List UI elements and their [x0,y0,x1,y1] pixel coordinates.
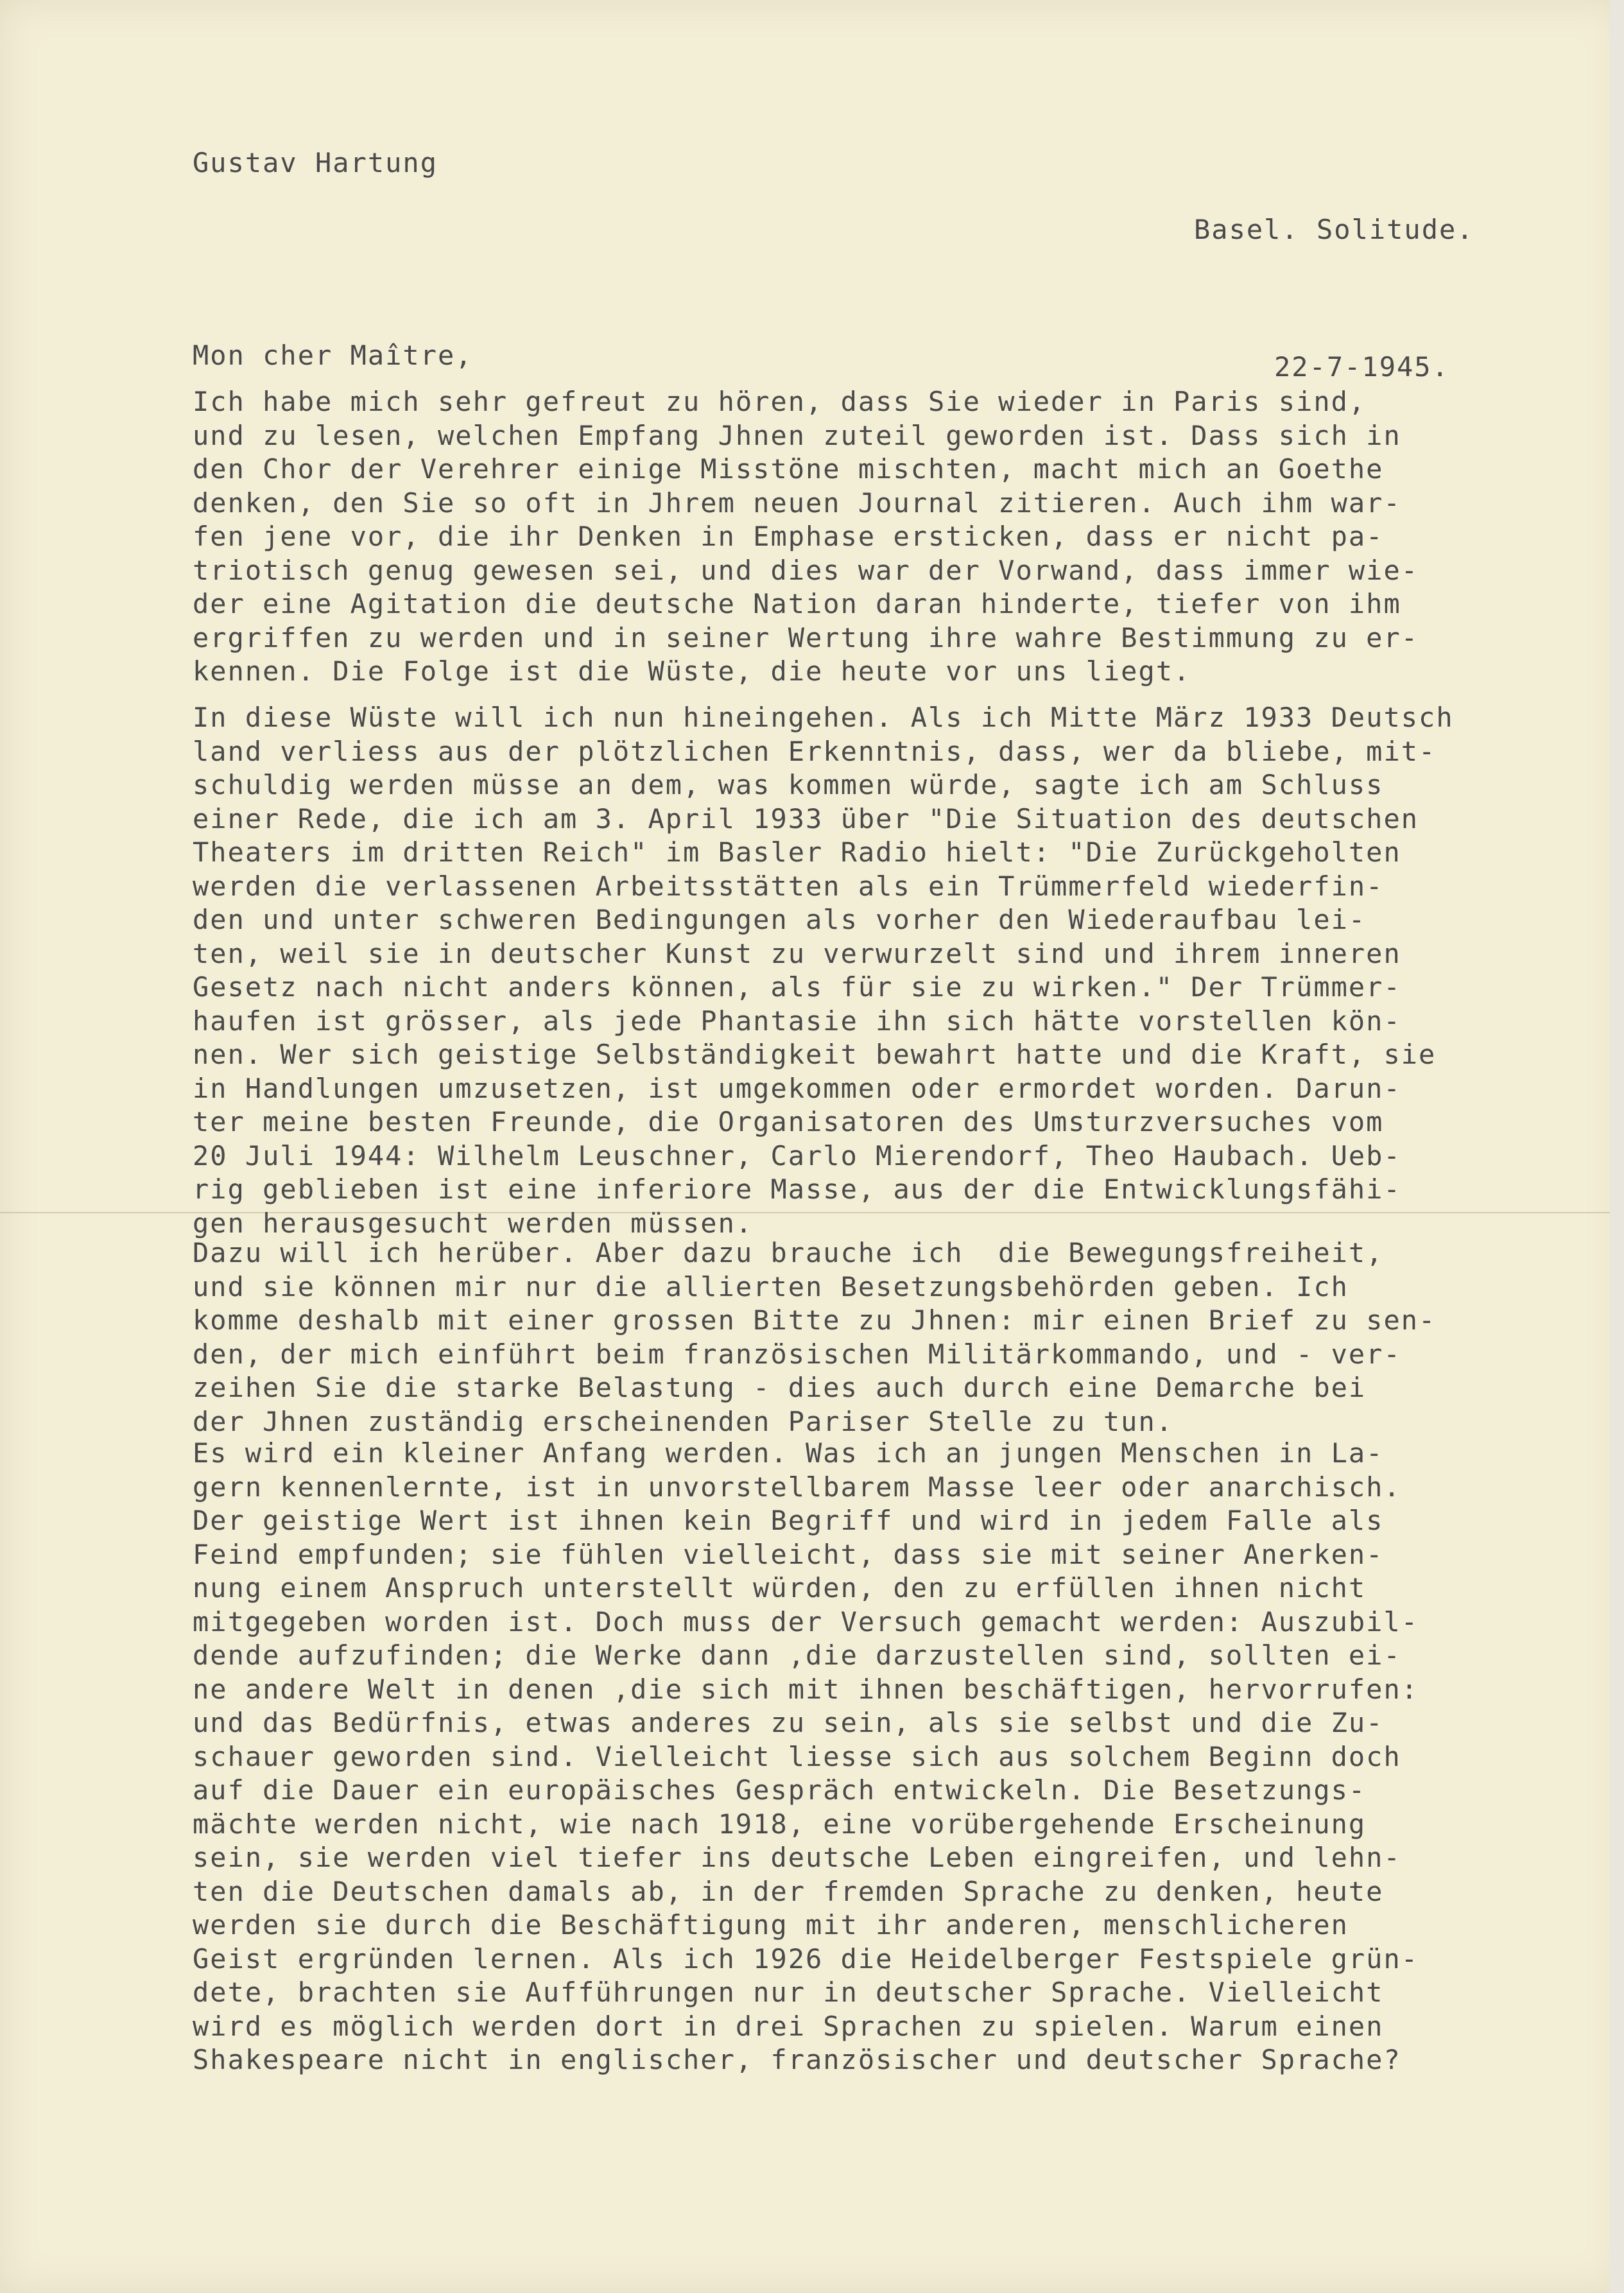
text-line: einer Rede, die ich am 3. April 1933 über "Die Situation des deutschen [193,802,1419,835]
text-line: in Handlungen umzusetzen, ist umgekommen oder ermordet worden. Darun- [193,1072,1401,1104]
text-line: ten, weil sie in deutscher Kunst zu verwurzelt sind und ihrem inneren [193,937,1401,969]
text-line: ergriffen zu werden und in seiner Wertung ihre wahre Bestimmung zu er- [193,621,1419,653]
text-line: kennen. Die Folge ist die Wüste, die heute vor uns liegt. [193,655,1191,687]
text-line: Dazu will ich herüber. Aber dazu brauche ich die Bewegungsfreiheit, [193,1237,1384,1268]
paragraph-3 [193,1236,1436,1439]
text-line: nen. Wer sich geistige Selbständigkeit bewahrt hatte und die Kraft, sie [193,1039,1437,1070]
text-line: denken, den Sie so oft in Jhrem neuen Journal zitieren. Auch ihm war- [193,487,1401,519]
text-line: ter meine besten Freunde, die Organisatoren des Umsturzversuches vom [193,1106,1384,1138]
text-line: Feind empfunden; sie fühlen vielleicht, dass sie mit seiner Anerken- [193,1538,1384,1570]
letter-date: 22-7-1945. [1274,351,1449,383]
text-line: sein, sie werden viel tiefer ins deutsche Leben eingreifen, und lehn- [193,1842,1401,1873]
text-line: mitgegeben worden ist. Doch muss der Versuch gemacht werden: Auszubil- [193,1605,1419,1638]
paragraph-2 [193,701,1454,1240]
text-line: werden sie durch die Beschäftigung mit ihr anderen, menschlicheren [193,1909,1349,1941]
text-line: ne andere Welt in denen ,die sich mit ihnen beschäftigen, hervorrufen: [193,1673,1419,1705]
text-line: ten die Deutschen damals ab, in der fremden Sprache zu denken, heute [193,1875,1384,1907]
text-line: mächte werden nicht, wie nach 1918, eine vorübergehende Erscheinung [193,1808,1367,1840]
text-line: schuldig werden müsse an dem, was kommen würde, sagte ich am Schluss [193,769,1384,800]
text-line: land verliess aus der plötzlichen Erkenntnis, dass, wer da bliebe, mit- [193,735,1437,767]
paragraph-1 [193,385,1419,689]
text-line: Ich habe mich sehr gefreut zu hören, dass Sie wieder in Paris sind, [193,386,1367,417]
text-line: und sie können mir nur die allierten Besetzungsbehörden geben. Ich [193,1270,1349,1302]
text-line: den, der mich einführt beim französischen Militärkommando, und - ver- [193,1338,1401,1370]
salutation: Mon cher Maître, [193,340,473,371]
text-line: und das Bedürfnis, etwas anderes zu sein, als sie selbst und die Zu- [193,1707,1384,1738]
text-line: gern kennenlernte, ist in unvorstellbarem Masse leer oder anarchisch. [193,1471,1401,1503]
text-line: fen jene vor, die ihr Denken in Emphase ersticken, dass er nicht pa- [193,521,1384,552]
text-line: werden die verlassenen Arbeitsstätten als ein Trümmerfeld wiederfin- [193,870,1384,902]
text-line: In diese Wüste will ich nun hineingehen. Als ich Mitte März 1933 Deutsch [193,702,1454,733]
text-line: Der geistige Wert ist ihnen kein Begriff und wird in jedem Falle als [193,1505,1384,1536]
text-line: nung einem Anspruch unterstellt würden, den zu erfüllen ihnen nicht [193,1572,1367,1604]
text-line: wird es möglich werden dort in drei Sprachen zu spielen. Warum einen [193,2010,1384,2042]
text-line: Geist ergründen lernen. Als ich 1926 die Heidelberger Festspiele grün- [193,1943,1419,1975]
text-line: den Chor der Verehrer einige Misstöne mischten, macht mich an Goethe [193,453,1384,485]
text-line: der eine Agitation die deutsche Nation daran hinderte, tiefer von ihm [193,588,1401,619]
text-line: rig geblieben ist eine inferiore Masse, aus der die Entwicklungsfähi- [193,1173,1401,1205]
text-line: Theaters im dritten Reich" im Basler Radio hielt: "Die Zurückgeholten [193,836,1401,868]
text-line: dete, brachten sie Aufführungen nur in deutscher Sprache. Vielleicht [193,1977,1384,2008]
text-line: auf die Dauer ein europäisches Gespräch entwickeln. Die Besetzungs- [193,1774,1367,1806]
sender-name: Gustav Hartung [193,147,438,178]
text-line: den und unter schweren Bedingungen als vorher den Wiederaufbau lei- [193,904,1367,935]
text-line: haufen ist grösser, als jede Phantasie ihn sich hätte vorstellen kön- [193,1005,1401,1037]
text-line: der Jhnen zuständig erscheinenden Pariser Stelle zu tun. [193,1405,1174,1437]
text-line: zeihen Sie die starke Belastung - dies auch durch eine Demarche bei [193,1372,1367,1403]
text-line: 20 Juli 1944: Wilhelm Leuschner, Carlo Mierendorf, Theo Haubach. Ueb- [193,1139,1401,1172]
text-line: schauer geworden sind. Vielleicht liesse sich aus solchem Beginn doch [193,1740,1401,1772]
text-line: Shakespeare nicht in englischer, französischer und deutscher Sprache? [193,2044,1401,2075]
scan-background-edge [1610,0,1624,2293]
place: Basel. Solitude. [1194,214,1474,245]
text-line: Es wird ein kleiner Anfang werden. Was ich an jungen Menschen in La- [193,1437,1384,1469]
text-line: Gesetz nach nicht anders können, als für sie zu wirken." Der Trümmer- [193,971,1401,1003]
text-line: dende aufzufinden; die Werke dann ,die darzustellen sind, sollten ei- [193,1640,1401,1671]
paragraph-4 [193,1437,1419,2077]
text-line: gen herausgesucht werden müssen. [193,1207,754,1239]
text-line: komme deshalb mit einer grossen Bitte zu Jhnen: mir einen Brief zu sen- [193,1304,1437,1336]
text-line: triotisch genug gewesen sei, und dies war der Vorwand, dass immer wie- [193,554,1419,586]
text-line: und zu lesen, welchen Empfang Jhnen zuteil geworden ist. Dass sich in [193,419,1401,451]
